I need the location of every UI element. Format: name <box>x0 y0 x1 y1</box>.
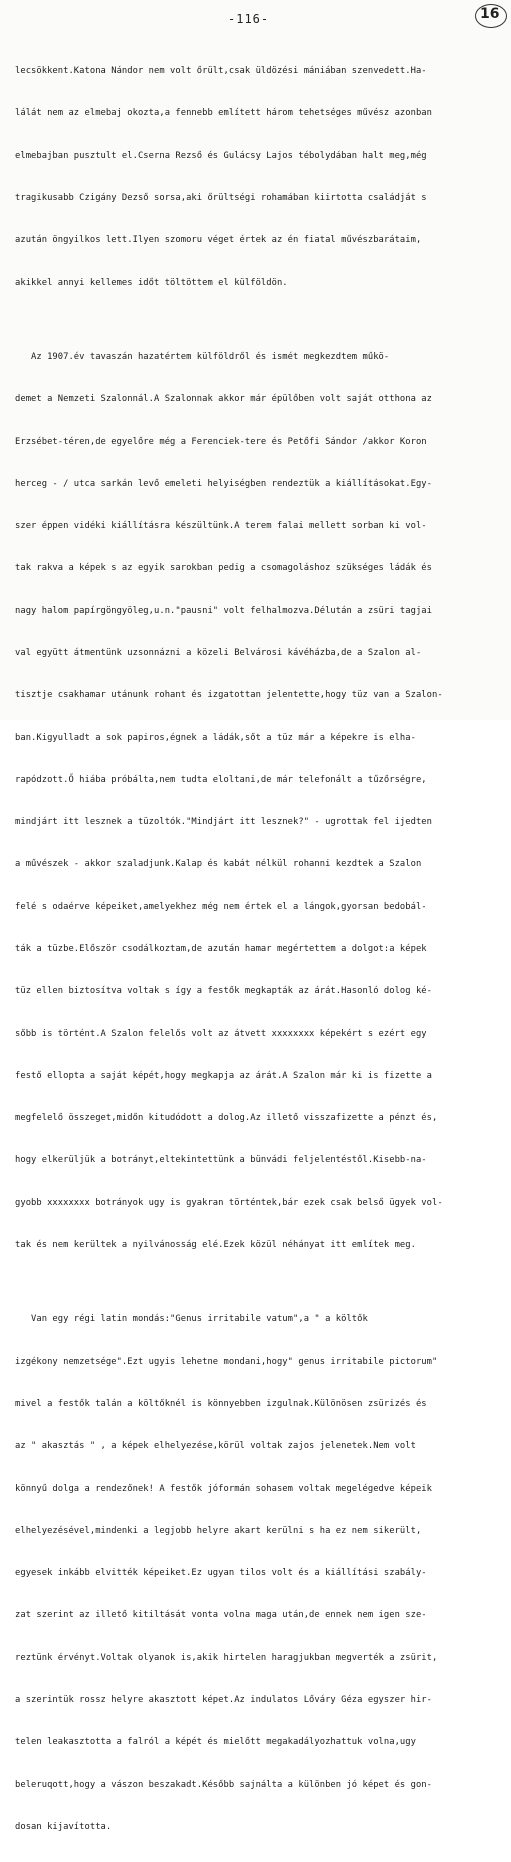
text-line: ban.Kigyulladt a sok papiros,égnek a ládák,sőt a tüz már a képekre is elha- <box>15 732 416 743</box>
corner-page-number: 16 <box>480 6 500 22</box>
text-line: tak és nem kerültek a nyilvánosság elé.Ezek közül néhányat itt említek meg. <box>15 1239 416 1250</box>
text-line: szer éppen vidéki kiállításra készültünk.A terem falai mellett sorban ki vol- <box>15 521 427 532</box>
paragraph-gap <box>15 318 503 322</box>
text-line: hogy elkerüljük a botrányt,eltekintettünk a bünvádi feljelentéstől.Kisebb-na- <box>15 1155 427 1166</box>
text-line: akikkel annyi kellemes időt töltöttem el külföldön. <box>15 277 288 288</box>
text-line: azután öngyilkos lett.Ilyen szomoru véget értek az én fiatal művészbarátaim, <box>15 235 422 246</box>
text-line: telen leakasztotta a falról a képét és mielőtt megakadályozhattuk volna,ugy <box>15 1737 416 1748</box>
text-line: felé s odaérve képeiket,amelyekhez még nem értek el a lángok,gyorsan bedobál- <box>15 901 427 912</box>
text-line: val együtt átmentünk uzsonnázni a közeli Belvárosi kávéházba,de a Szalon al- <box>15 648 422 659</box>
text-line: demet a Nemzeti Szalonnál.A Szalonnak akkor már épülőben volt saját otthona az <box>15 394 433 405</box>
text-line: reztünk érvényt.Voltak olyanok is,akik hirtelen haragjukban megverték a zsürit, <box>15 1652 438 1663</box>
text-line: lálát nem az elmebaj okozta,a fennebb említett három tehetséges művész azonban <box>15 108 433 119</box>
text-line: tak rakva a képek s az egyik sarokban pedig a csomagoláshoz szükséges ládák és <box>15 563 433 574</box>
text-line: dosan kijavította. <box>15 1821 112 1832</box>
text-line: megfelelő összeget,midőn kitudódott a dolog.Az illető visszafizette a pénzt és, <box>15 1113 438 1124</box>
text-line: tüz ellen biztosítva voltak s így a festők megkapták az árát.Hasonló dolog ké- <box>15 986 433 997</box>
text-line: Erzsébet-téren,de egyelőre még a Ferenciek-tere és Petőfi Sándor /akkor Koron <box>15 436 427 447</box>
text-line: festő ellopta a saját képét,hogy megkapja az árát.A Szalon már ki is fizette a <box>15 1070 433 1081</box>
text-line: a szerintük rossz helyre akasztott képet.Az indulatos Lőváry Géza egyszer hir- <box>15 1694 433 1705</box>
text-line: mivel a festők talán a költőknél is könnyebben izgulnak.Különösen zsürizés és <box>15 1399 427 1409</box>
text-line: lecsökkent.Katona Nándor nem volt őrült,csak üldözési mániában szenvedett.Ha- <box>15 66 427 77</box>
text-line: tragikusabb Czigány Dezső sorsa,aki őrültségi rohamában kiirtotta családját s <box>15 193 427 204</box>
text-line: herceg - / utca sarkán levő emeleti helyiségben rendeztük a kiállításokat.Egy- <box>15 478 433 489</box>
text-line: izgékony nemzetsége".Ezt ugyis lehetne mondani,hogy" genus irritabile pictorum" <box>15 1356 438 1367</box>
text-line: Az 1907.év tavaszán hazatértem külföldről és ismét megkezdtem műkö- <box>15 352 390 363</box>
page-header-number: -116- <box>228 12 270 26</box>
text-line: rapódzott.Ő hiába próbálta,nem tudta eloltani,de már telefonált a tűzőrségre, <box>15 774 427 785</box>
text-line: tisztje csakhamar utánunk rohant és izgatottan jelentette,hogy tüz van a Szalon- <box>15 690 443 701</box>
text-line: az " akasztás " , a képek elhelyezése,körül voltak zajos jelenetek.Nem volt <box>15 1441 416 1452</box>
text-line: mindjárt itt lesznek a tüzoltók."Mindjárt itt lesznek?" - ugrottak fel ijedten <box>15 817 433 828</box>
body-text <box>15 36 503 1862</box>
text-line: könnyű dolga a rendezőnek! A festők jóformán sohasem voltak megelégedve képeik <box>15 1483 433 1494</box>
text-line: beleruqott,hogy a vászon beszakadt.Később sajnálta a különben jó képet és gon- <box>15 1779 433 1790</box>
text-line: elmebajban pusztult el.Cserna Rezső és Gulácsy Lajos tébolydában halt meg,még <box>15 150 427 161</box>
text-line: nagy halom papírgöngyöleg,u.n."pausni" volt felhalmozva.Délután a zsüri tagjai <box>15 605 433 616</box>
text-line: Van egy régi latin mondás:"Genus irritabile vatum",a " a költők <box>15 1314 368 1325</box>
text-line: gyobb xxxxxxxx botrányok ugy is gyakran történtek,bár ezek csak belső ügyek vol- <box>15 1197 443 1208</box>
text-line: ták a tüzbe.Először csodálkoztam,de azután hamar megértettem a dolgot:a képek <box>15 944 427 954</box>
text-line: zat szerint az illető kitiltását vonta volna maga után,de ennek nem igen sze- <box>15 1610 427 1621</box>
text-line: egyesek inkább elvitték képeiket.Ez ugyan tilos volt és a kiállítási szabály- <box>15 1568 427 1579</box>
text-line: sőbb is történt.A Szalon felelős volt az átvett xxxxxxxx képekért s ezért egy <box>15 1028 427 1039</box>
paragraph-gap <box>15 1280 503 1284</box>
text-line: a művészek - akkor szaladjunk.Kalap és kabát nélkül rohanni kezdtek a Szalon <box>15 859 422 870</box>
text-line: elhelyezésével,mindenki a legjobb helyre akart kerülni s ha ez nem sikerült, <box>15 1525 422 1536</box>
